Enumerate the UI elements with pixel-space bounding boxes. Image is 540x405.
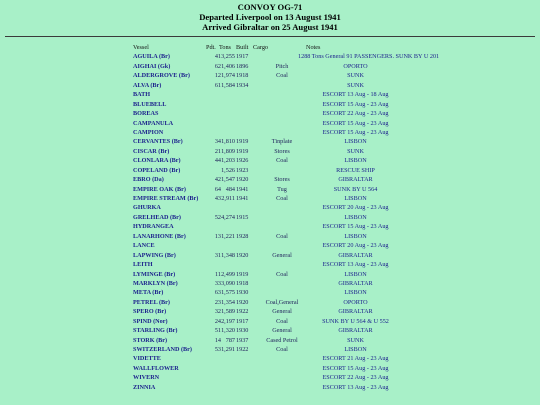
notes-cell: ESCORT 15 Aug - 23 Aug xyxy=(322,100,389,108)
convoy-table xyxy=(0,43,540,392)
built-cell: 1922 xyxy=(236,308,249,316)
notes-cell: ESCORT 21 Aug - 23 Aug xyxy=(322,355,389,363)
vessel-cell: WIVERN xyxy=(133,374,160,382)
vessel-cell: BLUEBELL xyxy=(133,100,167,108)
pdt-cell: 11 xyxy=(215,270,221,278)
vessel-cell: LEITH xyxy=(133,261,153,269)
vessel-cell: LYMINGE (Br) xyxy=(133,270,176,278)
cargo-cell: General xyxy=(272,251,292,259)
pdt-cell: 31 xyxy=(214,251,221,259)
vessel-cell: AIGHAI (Gk) xyxy=(133,62,171,70)
vessel-cell: CISCAR (Br) xyxy=(133,147,170,155)
table-row xyxy=(0,307,540,316)
vessel-cell: ZINNIA xyxy=(133,383,156,391)
built-cell: 1918 xyxy=(236,279,249,287)
table-row xyxy=(0,203,540,212)
pdt-cell: 52 xyxy=(214,213,221,221)
pdt-cell: 21 xyxy=(214,147,221,155)
table-row xyxy=(0,241,540,250)
column-header-built: Built xyxy=(236,44,249,51)
built-cell: 1926 xyxy=(236,157,249,165)
built-cell: 1922 xyxy=(236,346,249,353)
table-row xyxy=(0,175,540,184)
tons-cell: 1,809 xyxy=(221,147,235,155)
tons-cell: 4,274 xyxy=(221,213,235,221)
table-header-row xyxy=(0,43,540,52)
notes-cell: RESCUE SHIP xyxy=(336,166,375,174)
notes-cell: LISBON xyxy=(344,346,367,353)
pdt-cell: 44 xyxy=(214,157,221,165)
pdt-cell: 33 xyxy=(214,279,221,287)
built-cell: 1917 xyxy=(236,317,249,325)
table-row xyxy=(0,270,540,279)
table-row xyxy=(0,251,540,260)
cargo-cell: Tug xyxy=(277,185,287,193)
notes-cell: ESCORT 22 Aug - 23 Aug xyxy=(322,110,389,118)
table-row xyxy=(0,185,540,194)
vessel-cell: BATH xyxy=(133,91,151,99)
pdt-cell: 63 xyxy=(214,289,221,297)
cargo-cell: General xyxy=(272,308,292,316)
cargo-cell: Coal xyxy=(276,346,288,353)
pdt-cell: 13 xyxy=(214,232,221,240)
built-cell: 1917 xyxy=(236,53,249,61)
vessel-cell: LAPWING (Br) xyxy=(133,251,176,259)
column-header-pdt: Pdt. xyxy=(206,44,216,51)
pdt-cell: 32 xyxy=(214,308,221,316)
table-row xyxy=(0,354,540,363)
pdt-cell: 41 xyxy=(214,53,221,61)
pdt-cell: 24 xyxy=(214,317,221,325)
notes-cell: ESCORT 13 Aug - 23 Aug xyxy=(322,261,389,269)
tons-cell: 1,589 xyxy=(221,308,235,316)
cargo-cell: Coal xyxy=(276,157,288,165)
notes-cell: ESCORT 15 Aug - 23 Aug xyxy=(322,119,389,127)
notes-cell: SUNK BY U 564 xyxy=(333,185,378,193)
cargo-cell: Coal,General xyxy=(265,298,299,306)
tons-cell: 1,810 xyxy=(221,138,235,146)
vessel-cell: MARKLYN (Br) xyxy=(133,279,178,287)
notes-cell: OPORTO xyxy=(343,62,368,70)
notes-cell: ESCORT 13 Aug - 18 Aug xyxy=(322,91,389,99)
built-cell: 1915 xyxy=(236,213,249,221)
tons-cell: 1,974 xyxy=(221,72,235,80)
notes-cell: ESCORT 15 Aug - 23 Aug xyxy=(322,223,389,231)
notes-cell: ESCORT 15 Aug - 23 Aug xyxy=(322,364,389,372)
vessel-cell: SWITZERLAND (Br) xyxy=(133,346,192,353)
pdt-cell: 51 xyxy=(214,327,221,335)
tons-cell: 1,526 xyxy=(221,166,235,174)
vessel-cell: LANCE xyxy=(133,242,155,250)
header-divider xyxy=(5,36,535,37)
tons-cell: 1,348 xyxy=(221,251,235,259)
notes-cell: LISBON xyxy=(344,157,367,165)
table-row xyxy=(0,81,540,90)
pdt-cell: 12 xyxy=(214,72,221,80)
pdt-cell: 53 xyxy=(214,346,221,353)
built-cell: 1919 xyxy=(236,147,249,155)
tons-cell: 1,547 xyxy=(221,176,235,184)
vessel-cell: WALLFLOWER xyxy=(133,364,179,372)
vessel-cell: LANARHONE (Br) xyxy=(133,232,186,240)
built-cell: 1930 xyxy=(236,327,249,335)
vessel-cell: CAMPANULA xyxy=(133,119,174,127)
table-row xyxy=(0,156,540,165)
pdt-cell: 43 xyxy=(214,195,221,202)
notes-cell: GIBRALTAR xyxy=(338,279,373,287)
table-row xyxy=(0,128,540,137)
tons-cell: 1,320 xyxy=(221,327,235,335)
vessel-cell: SPERO (Br) xyxy=(133,308,167,316)
notes-cell: ESCORT 20 Aug - 23 Aug xyxy=(322,204,389,212)
built-cell: 1896 xyxy=(236,62,249,70)
notes-cell: GIBRALTAR xyxy=(338,308,373,316)
notes-cell: SUNK xyxy=(347,336,364,344)
table-row xyxy=(0,62,540,71)
built-cell: 1918 xyxy=(236,72,249,80)
notes-cell: ESCORT 13 Aug - 23 Aug xyxy=(322,383,389,391)
vessel-cell: EMPIRE OAK (Br) xyxy=(133,185,186,193)
page-title: CONVOY OG-71 xyxy=(237,2,303,12)
built-cell: 1923 xyxy=(236,166,249,174)
table-row xyxy=(0,232,540,241)
notes-cell: 1288 Tons General 91 PASSENGERS. SUNK BY U 201 xyxy=(298,53,440,61)
table-row xyxy=(0,147,540,156)
table-body xyxy=(0,52,540,392)
cargo-cell: Coal xyxy=(276,232,288,240)
vessel-cell: AGUILA (Br) xyxy=(133,53,170,61)
vessel-cell: EMPIRE STREAM (Br) xyxy=(133,195,199,202)
table-row xyxy=(0,100,540,109)
notes-cell: SUNK xyxy=(347,147,364,155)
table-row xyxy=(0,90,540,99)
table-row xyxy=(0,222,540,231)
cargo-cell: Coal xyxy=(276,317,288,325)
notes-cell: ESCORT 22 Aug - 23 Aug xyxy=(322,374,389,382)
arrived-line: Arrived Gibraltar on 25 August 1941 xyxy=(202,22,338,32)
table-row xyxy=(0,383,540,392)
tons-cell: 2,499 xyxy=(221,270,235,278)
built-cell: 1941 xyxy=(236,185,249,193)
cargo-cell: Stores xyxy=(274,176,290,184)
vessel-cell: STORK (Br) xyxy=(133,336,168,344)
tons-cell: 3,255 xyxy=(221,53,235,61)
notes-cell: LISBON xyxy=(344,232,367,240)
vessel-cell: EBRO (Da) xyxy=(133,176,164,184)
column-header-vessel: Vessel xyxy=(133,44,149,51)
table-row xyxy=(0,260,540,269)
table-row xyxy=(0,119,540,128)
column-header-tons: Tons xyxy=(219,44,231,51)
cargo-cell: Coal xyxy=(276,72,288,80)
table-row xyxy=(0,373,540,382)
tons-cell: 2,197 xyxy=(221,317,235,325)
table-row xyxy=(0,71,540,80)
table-row xyxy=(0,279,540,288)
tons-cell: 1,406 xyxy=(221,62,235,70)
tons-cell: 484 xyxy=(225,185,235,193)
pdt-cell: 62 xyxy=(214,62,221,70)
built-cell: 1937 xyxy=(236,336,249,344)
notes-cell: LISBON xyxy=(344,195,367,202)
cargo-cell: General xyxy=(272,327,292,335)
table-row xyxy=(0,166,540,175)
table-row xyxy=(0,194,540,203)
pdt-cell: 61 xyxy=(214,81,221,89)
built-cell: 1941 xyxy=(236,195,249,202)
table-row xyxy=(0,364,540,373)
cargo-cell: Stores xyxy=(274,147,290,155)
notes-cell: GIBRALTAR xyxy=(338,251,373,259)
cargo-cell: Coal xyxy=(276,195,288,202)
notes-cell: ESCORT 15 Aug - 23 Aug xyxy=(322,128,389,136)
column-header-notes: Notes xyxy=(306,44,321,51)
pdt-cell: 14 xyxy=(214,336,221,344)
vessel-cell: CLONLARA (Br) xyxy=(133,157,181,165)
vessel-cell: ALVA (Br) xyxy=(133,81,162,89)
table-row xyxy=(0,109,540,118)
table-row xyxy=(0,288,540,297)
built-cell: 1919 xyxy=(236,138,249,146)
pdt-cell: 34 xyxy=(214,138,221,146)
built-cell: 1934 xyxy=(236,81,249,89)
column-header-cargo: Cargo xyxy=(253,44,269,51)
pdt-cell: 23 xyxy=(214,298,221,306)
pdt-cell: 42 xyxy=(214,176,221,184)
table-row xyxy=(0,298,540,307)
table-row xyxy=(0,52,540,61)
tons-cell: 1,203 xyxy=(221,157,235,165)
table-row xyxy=(0,336,540,345)
cargo-cell: Coal xyxy=(276,270,288,278)
table-row xyxy=(0,137,540,146)
vessel-cell: VIDETTE xyxy=(133,355,161,363)
notes-cell: SUNK xyxy=(347,72,364,80)
notes-cell: ESCORT 20 Aug - 23 Aug xyxy=(322,242,389,250)
vessel-cell: COPELAND (Br) xyxy=(133,166,181,174)
cargo-cell: Cased Petrol xyxy=(266,336,298,344)
cargo-cell: Pitch xyxy=(275,62,289,70)
table-row xyxy=(0,213,540,222)
notes-cell: SUNK xyxy=(347,81,364,89)
notes-cell: LISBON xyxy=(344,289,367,297)
table-row xyxy=(0,345,540,354)
tons-cell: 2,911 xyxy=(221,195,235,202)
built-cell: 1920 xyxy=(236,298,249,306)
notes-cell: LISBON xyxy=(344,270,367,278)
vessel-cell: HYDRANGEA xyxy=(133,223,174,231)
tons-cell: 1,575 xyxy=(221,289,235,297)
notes-cell: GIBRALTAR xyxy=(338,176,373,184)
tons-cell: 1,291 xyxy=(221,346,235,353)
vessel-cell: CAMPION xyxy=(133,128,164,136)
built-cell: 1930 xyxy=(236,289,249,297)
tons-cell: 3,090 xyxy=(221,279,235,287)
built-cell: 1920 xyxy=(236,176,249,184)
table-row xyxy=(0,326,540,335)
pdt-cell: 64 xyxy=(214,185,221,193)
table-row xyxy=(0,317,540,326)
vessel-cell: PETREL (Br) xyxy=(133,298,170,306)
notes-cell: GIBRALTAR xyxy=(338,327,373,335)
notes-cell: LISBON xyxy=(344,138,367,146)
built-cell: 1928 xyxy=(236,232,249,240)
vessel-cell: BOREAS xyxy=(133,110,159,118)
page-header xyxy=(0,2,540,32)
vessel-cell: GRELHEAD (Br) xyxy=(133,213,181,221)
tons-cell: 787 xyxy=(225,336,235,344)
tons-cell: 1,354 xyxy=(221,298,235,306)
departed-line: Departed Liverpool on 13 August 1941 xyxy=(199,12,341,22)
vessel-cell: CERVANTES (Br) xyxy=(133,138,183,146)
tons-cell: 1,584 xyxy=(221,81,235,89)
vessel-cell: STARLING (Br) xyxy=(133,327,178,335)
built-cell: 1920 xyxy=(236,251,249,259)
vessel-cell: GHURKA xyxy=(133,204,161,212)
vessel-cell: SPIND (Nor) xyxy=(133,317,168,325)
cargo-cell: Tinplate xyxy=(271,138,293,146)
notes-cell: SUNK BY U 564 & U 552 xyxy=(322,317,389,325)
notes-cell: OPORTO xyxy=(343,298,368,306)
built-cell: 1919 xyxy=(236,270,249,278)
tons-cell: 1,221 xyxy=(221,232,235,240)
vessel-cell: ALDERGROVE (Br) xyxy=(133,72,190,80)
notes-cell: LISBON xyxy=(344,213,367,221)
vessel-cell: META (Br) xyxy=(133,289,164,297)
